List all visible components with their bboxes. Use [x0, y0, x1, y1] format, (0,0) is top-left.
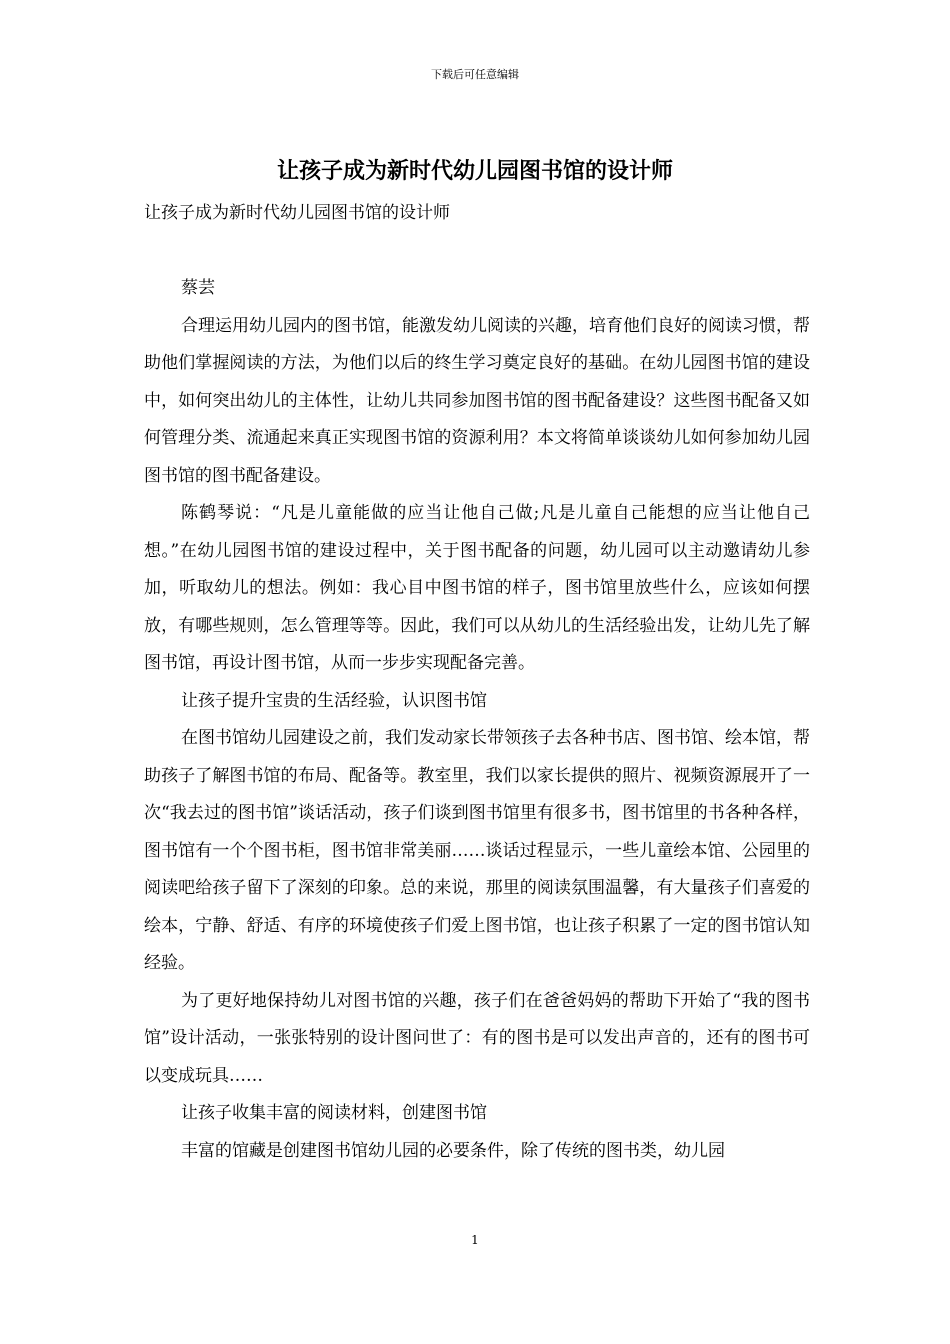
document-body [144, 195, 810, 1170]
page-number: 1 [471, 1233, 479, 1247]
paragraph: 合理运用幼儿园内的图书馆，能激发幼儿阅读的兴趣，培育他们良好的阅读习惯，帮助他们掌握阅读的方法，为他们以后的终生学习奠定良好的基础。在幼儿园图书馆的建设中，如何突出幼儿的主体性，让幼儿共同参加图书馆的图书配备建设？这些图书配备又如何管理分类、流通起来真正实现图书馆的资源利用？本文将简单谈谈幼儿如何参加幼儿园图书馆的图书配备建设。 [144, 315, 810, 486]
page-header: 下载后可任意编辑 [431, 68, 519, 81]
section-heading: 让孩子收集丰富的阅读材料，创建图书馆 [181, 1103, 487, 1123]
paragraph: 陈鹤琴说：“凡是儿童能做的应当让他自己做;凡是儿童自己能想的应当让他自己想。”在幼儿园图书馆的建设过程中，关于图书配备的问题，幼儿园可以主动邀请幼儿参加，听取幼儿的想法。例如：我心目中图书馆的样子，图书馆里放些什么，应该如何摆放，有哪些规则，怎么管理等等。因此，我们可以从幼儿的生活经验出发，让幼儿先了解图书馆，再设计图书馆，从而一步步实现配备完善。 [144, 503, 810, 673]
section-heading: 让孩子提升宝贵的生活经验，认识图书馆 [181, 690, 487, 711]
paragraph: 在图书馆幼儿园建设之前，我们发动家长带领孩子去各种书店、图书馆、绘本馆，帮助孩子了解图书馆的布局、配备等。教室里，我们以家长提供的照片、视频资源展开了一次“我去过的图书馆”谈话活动，孩子们谈到图书馆里有很多书，图书馆里的书各种各样，图书馆有一个个图书柜，图书馆非常美丽……谈话过程显示，一些儿童绘本馆、公园里的阅读吧给孩子留下了深刻的印象。总的来说，那里的阅读氛围温馨，有大量孩子们喜爱的绘本，宁静、舒适、有序的环境使孩子们爱上图书馆，也让孩子积累了一定的图书馆认知经验。 [144, 728, 810, 973]
document-subtitle: 让孩子成为新时代幼儿园图书馆的设计师 [144, 203, 450, 223]
paragraph: 为了更好地保持幼儿对图书馆的兴趣，孩子们在爸爸妈妈的帮助下开始了“我的图书馆”设计活动，一张张特别的设计图问世了：有的图书是可以发出声音的，还有的图书可以变成玩具…… [144, 990, 810, 1086]
author-name: 蔡芸 [181, 278, 215, 298]
document-title: 让孩子成为新时代幼儿园图书馆的设计师 [276, 159, 673, 184]
paragraph: 丰富的馆藏是创建图书馆幼儿园的必要条件，除了传统的图书类，幼儿园 [181, 1140, 725, 1161]
